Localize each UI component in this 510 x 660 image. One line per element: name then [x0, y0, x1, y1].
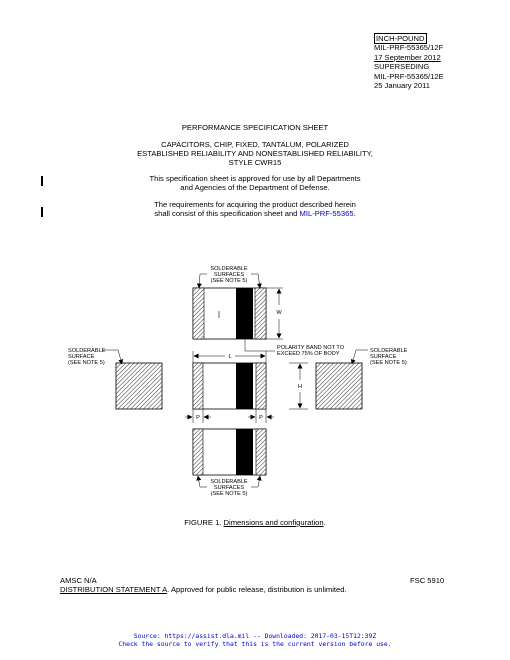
svg-text:(SEE NOTE 5): (SEE NOTE 5): [370, 360, 407, 366]
requirements-period: .: [353, 209, 356, 218]
title-line-2: ESTABLISHED RELIABILITY AND NONESTABLISHED RELIABILITY,: [137, 149, 373, 158]
figure-title: Dimensions and configuration: [223, 518, 324, 527]
p-dimensions: [185, 409, 274, 423]
figure-caption: [0, 518, 510, 527]
top-solderable-callout: [199, 266, 260, 288]
superseded-date: 25 January 2011: [374, 81, 431, 91]
svg-text:POLARITY BAND NOT TO: POLARITY BAND NOT TO: [277, 345, 345, 351]
svg-text:W: W: [276, 310, 282, 316]
amsc-label: AMSC N/A: [60, 576, 97, 585]
svg-text:SURFACES: SURFACES: [213, 272, 245, 278]
figure-label: FIGURE 1.: [184, 518, 224, 527]
top-view-component: [193, 288, 266, 339]
polarity-callout: [245, 339, 345, 357]
superseded-number: MIL-PRF-55365/12E: [374, 71, 444, 81]
right-end-view: [316, 348, 408, 409]
svg-text:SURFACE: SURFACE: [370, 354, 397, 360]
svg-text:P: P: [196, 415, 200, 421]
figure-1-drawing: [0, 255, 510, 507]
sheet-title: PERFORMANCE SPECIFICATION SHEET: [181, 123, 329, 132]
length-dimension: [193, 351, 266, 363]
source-line-2: Check the source to verify that this is the current version before use.: [118, 640, 392, 648]
svg-text:(SEE NOTE 5): (SEE NOTE 5): [210, 491, 248, 497]
distribution-text: . Approved for public release, distribution is unlimited.: [167, 585, 347, 594]
source-line-1: Source: https://assist.dla.mil -- Downloaded: 2017-03-15T12:39Z: [133, 632, 377, 640]
document-date: 17 September 2012: [374, 52, 441, 62]
side-view-component: [193, 363, 266, 409]
svg-text:L: L: [228, 354, 232, 360]
distribution-statement: [60, 585, 347, 594]
svg-text:(SEE NOTE 5): (SEE NOTE 5): [210, 278, 248, 284]
title-line-3: STYLE CWR15: [228, 158, 282, 167]
document-number: MIL-PRF-55365/12F: [374, 43, 444, 53]
svg-text:P: P: [259, 415, 263, 421]
requirements-text: shall consist of this specification sheet and: [154, 209, 300, 218]
approval-line-2: and Agencies of the Department of Defense.: [180, 183, 330, 192]
inch-pound-label: INCH-POUND: [376, 34, 425, 43]
title-line-1: CAPACITORS, CHIP, FIXED, TANTALUM, POLARIZED: [161, 140, 349, 149]
distribution-label: DISTRIBUTION STATEMENT A: [60, 585, 168, 594]
document-header: [374, 34, 444, 90]
svg-text:H: H: [297, 384, 303, 390]
width-dimension: [266, 288, 283, 339]
svg-text:SURFACES: SURFACES: [213, 485, 245, 491]
requirements-line-2: [0, 209, 510, 218]
svg-text:SURFACE: SURFACE: [68, 354, 95, 360]
bottom-view-component: [193, 429, 266, 475]
svg-text:(SEE NOTE 5): (SEE NOTE 5): [68, 360, 105, 366]
svg-text:SOLDERABLE: SOLDERABLE: [68, 348, 106, 354]
fsc-label: FSC 5910: [410, 576, 445, 585]
svg-text:EXCEED 75% OF BODY: EXCEED 75% OF BODY: [277, 351, 340, 357]
figure-period: .: [323, 518, 326, 527]
svg-text:SOLDERABLE: SOLDERABLE: [210, 479, 248, 485]
spec-link[interactable]: MIL-PRF-55365: [299, 209, 354, 218]
superseding-label: SUPERSEDING: [374, 62, 430, 72]
svg-text:SOLDERABLE: SOLDERABLE: [210, 266, 248, 272]
left-end-view: [68, 348, 162, 409]
requirements-line-1: The requirements for acquiring the product described herein: [154, 200, 356, 209]
svg-text:SOLDERABLE: SOLDERABLE: [370, 348, 408, 354]
approval-line-1: This specification sheet is approved for use by all Departments: [149, 174, 361, 183]
height-dimension: [289, 363, 308, 409]
bottom-solderable-callout: [198, 476, 260, 497]
